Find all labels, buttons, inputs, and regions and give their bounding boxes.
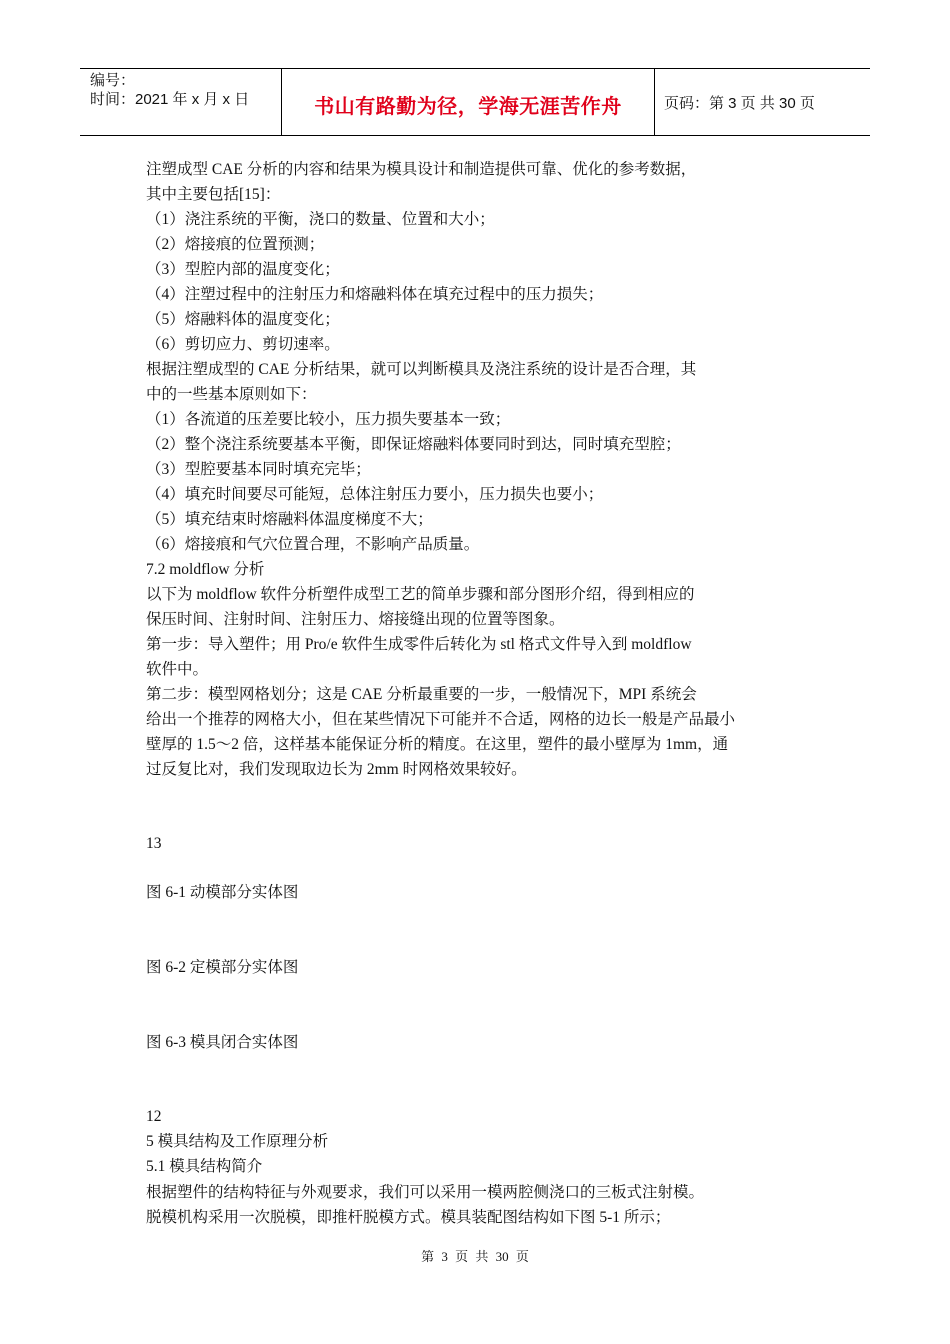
header-motto: 书山有路勤为径，学海无涯苦作舟 bbox=[314, 96, 622, 118]
body-line: 第二步：模型网格划分；这是 CAE 分析最重要的一步，一般情况下，MPI 系统会 bbox=[146, 686, 697, 703]
figure-caption: 图 6-3 模具闭合实体图 bbox=[146, 1034, 299, 1051]
header-page-label: 页码：第 3 页 共 30 页 bbox=[664, 95, 815, 112]
list-item: （3）型腔要基本同时填充完毕； bbox=[146, 461, 371, 478]
header-bottom-border bbox=[80, 135, 870, 136]
list-item: （1）浇注系统的平衡，浇口的数量、位置和大小； bbox=[146, 211, 495, 228]
body-line: 保压时间、注射时间、注射压力、熔接缝出现的位置等图象。 bbox=[146, 611, 565, 628]
list-item: （4）填充时间要尽可能短，总体注射压力要小，压力损失也要小； bbox=[146, 486, 604, 503]
header-code-label: 编号： bbox=[90, 72, 136, 89]
body-line: 壁厚的 1.5～2 倍，这样基本能保证分析的精度。在这里，塑件的最小壁厚为 1mm，通 bbox=[146, 736, 729, 753]
page-footer: 第 3 页 共 30 页 bbox=[421, 1249, 529, 1264]
list-item: （5）填充结束时熔融料体温度梯度不大； bbox=[146, 511, 433, 528]
list-item: （1）各流道的压差要比较小，压力损失要基本一致； bbox=[146, 411, 511, 428]
body-line: 脱模机构采用一次脱模，即推杆脱模方式。模具装配图结构如下图 5-1 所示； bbox=[146, 1209, 671, 1226]
body-line: 给出一个推荐的网格大小，但在某些情况下可能并不合适，网格的边长一般是产品最小 bbox=[146, 711, 736, 728]
section-heading: 7.2 moldflow 分析 bbox=[146, 561, 265, 578]
body-line: 第一步：导入塑件；用 Pro/e 软件生成零件后转化为 stl 格式文件导入到 moldflow bbox=[146, 636, 692, 653]
list-item: （6）熔接痕和气穴位置合理，不影响产品质量。 bbox=[146, 536, 480, 553]
list-item: （2）整个浇注系统要基本平衡，即保证熔融料体要同时到达，同时填充型腔； bbox=[146, 436, 681, 453]
body-line: 中的一些基本原则如下： bbox=[146, 386, 317, 403]
list-item: （6）剪切应力、剪切速率。 bbox=[146, 336, 340, 353]
body-line: 其中主要包括[15]： bbox=[146, 186, 281, 203]
list-item: （5）熔融料体的温度变化； bbox=[146, 311, 340, 328]
header-divider-right bbox=[654, 68, 655, 136]
figure-caption: 图 6-2 定模部分实体图 bbox=[146, 959, 299, 976]
list-item: （4）注塑过程中的注射压力和熔融料体在填充过程中的压力损失； bbox=[146, 286, 604, 303]
body-line: 注塑成型 CAE 分析的内容和结果为模具设计和制造提供可靠、优化的参考数据， bbox=[146, 161, 697, 178]
inline-page-number: 12 bbox=[146, 1108, 162, 1125]
subsection-heading: 5.1 模具结构简介 bbox=[146, 1158, 263, 1175]
body-line: 过反复比对，我们发现取边长为 2mm 时网格效果较好。 bbox=[146, 761, 527, 778]
body-line: 根据注塑成型的 CAE 分析结果，就可以判断模具及浇注系统的设计是否合理，其 bbox=[146, 361, 697, 378]
inline-page-number: 13 bbox=[146, 835, 162, 852]
header-time-label: 时间：2021 年 x 月 x 日 bbox=[90, 91, 250, 108]
header-top-border bbox=[80, 68, 870, 69]
body-line: 软件中。 bbox=[146, 661, 209, 678]
body-line: 根据塑件的结构特征与外观要求，我们可以采用一模两腔侧浇口的三板式注射模。 bbox=[146, 1184, 705, 1201]
figure-caption: 图 6-1 动模部分实体图 bbox=[146, 884, 299, 901]
body-line: 以下为 moldflow 软件分析塑件成型工艺的简单步骤和部分图形介绍，得到相应的 bbox=[146, 586, 695, 603]
list-item: （3）型腔内部的温度变化； bbox=[146, 261, 340, 278]
section-heading: 5 模具结构及工作原理分析 bbox=[146, 1133, 329, 1150]
list-item: （2）熔接痕的位置预测； bbox=[146, 236, 325, 253]
